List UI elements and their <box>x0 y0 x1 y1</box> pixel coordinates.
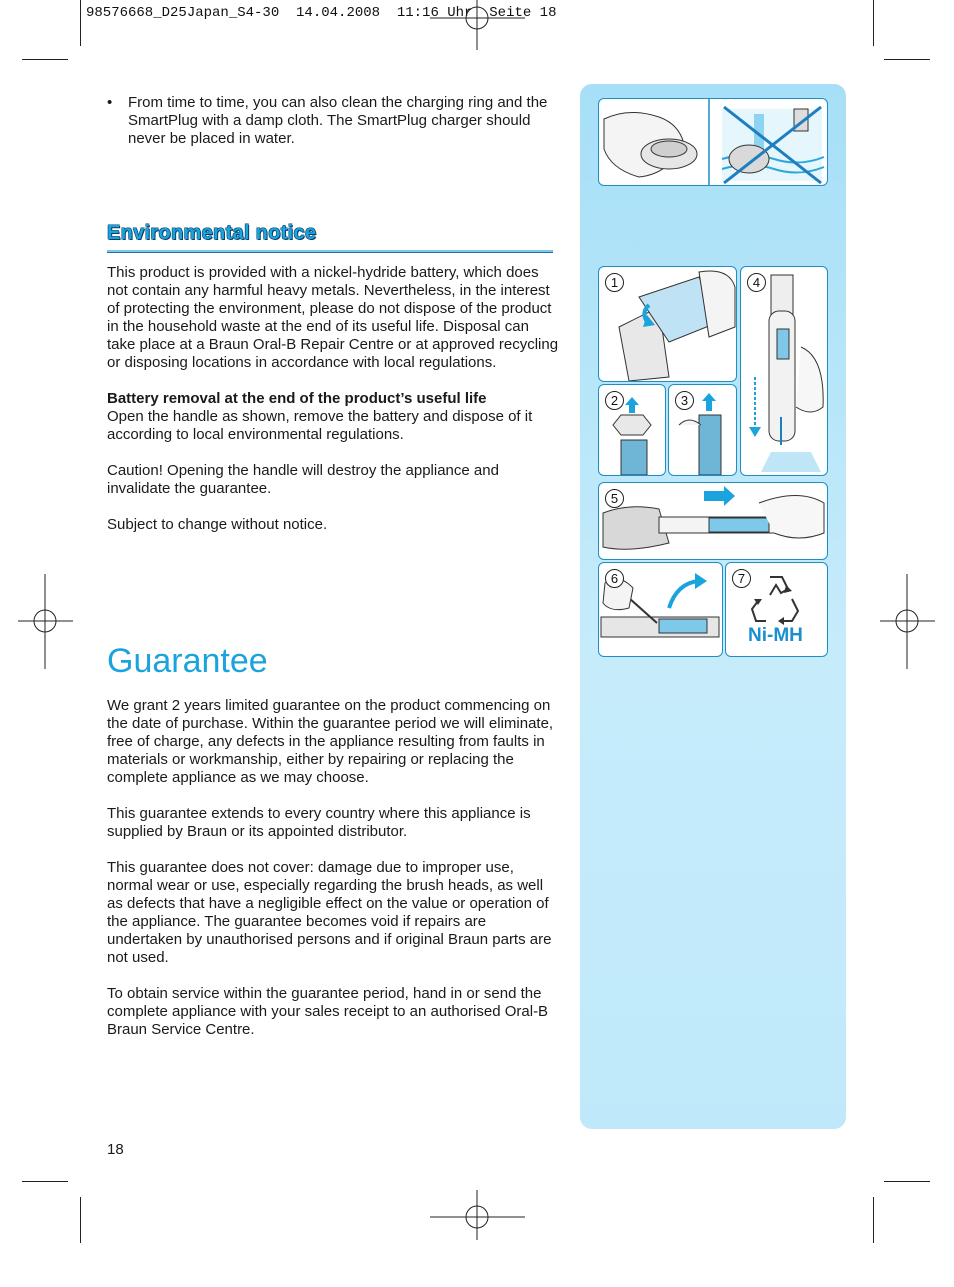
figure-step-1 <box>598 266 737 382</box>
figure-step-4 <box>740 266 828 476</box>
crop-mark <box>884 1181 930 1182</box>
crop-mark <box>22 59 68 60</box>
heading-rule <box>107 250 553 253</box>
print-slug-header: 98576668_D25Japan_S4-30 14.04.2008 11:16 Uhr Seite 18 <box>86 5 557 21</box>
guarantee-paragraph-3: This guarantee does not cover: damage due to improper use, normal wear or use, especially regarding the brush heads, as well as defects that have a negligible effect on the value or operation of the appliance. The guarantee becomes void if repairs are undertaken by unauthorised persons and if original Braun parts are not used. <box>107 859 552 966</box>
guarantee-paragraph-1: We grant 2 years limited guarantee on the product commencing on the date of purchase. Within the guarantee period we will eliminate, free of charge, any defects in the appliance resulting from faults in materials or workmanship, either by repairing or replacing the complete appliance as we may choose. <box>107 697 554 786</box>
figure-step-2 <box>598 384 666 476</box>
figure-step-6 <box>598 562 723 657</box>
step-number: 3 <box>675 391 694 410</box>
battery-removal-text: Open the handle as shown, remove the battery and dispose of it according to local environmental regulations. <box>107 408 533 443</box>
slide-battery-out-icon <box>599 483 827 559</box>
environmental-paragraph: This product is provided with a nickel-hydride battery, which does not contain any harmful heavy metals. Nevertheless, in the interest of protecting the environment, please do not dispose of the product in the household waste at the end of its useful life. Disposal can take place at a Braun Oral-B Repair Centre or at approved recycling or disposing locations in accordance with local regulations. <box>107 264 559 371</box>
page-number: 18 <box>107 1141 124 1158</box>
step-number: 6 <box>605 569 624 588</box>
guarantee-paragraph-4: To obtain service within the guarantee period, hand in or send the complete appliance with your sales receipt to an authorised Oral-B Braun Service Centre. <box>107 985 549 1038</box>
environmental-notice-heading: Environmental notice <box>107 222 317 244</box>
environmental-notice-body <box>107 264 559 534</box>
step-number: 7 <box>732 569 751 588</box>
registration-mark-top-icon <box>430 0 525 50</box>
cleaning-bullet <box>107 94 559 148</box>
guarantee-paragraph-2: This guarantee extends to every country where this appliance is supplied by Braun or its appointed distributor. <box>107 805 531 840</box>
registration-mark-bottom-icon <box>430 1190 525 1240</box>
bullet-dot: • <box>107 94 113 111</box>
crop-mark <box>873 1197 874 1243</box>
crop-mark <box>22 1181 68 1182</box>
subject-to-change-text: Subject to change without notice. <box>107 516 328 533</box>
registration-mark-right-icon <box>880 574 935 669</box>
guarantee-heading: Guarantee <box>107 642 268 680</box>
step-number: 2 <box>605 391 624 410</box>
step-number: 5 <box>605 489 624 508</box>
step-number: 4 <box>747 273 766 292</box>
battery-removal-heading: Battery removal at the end of the product’s useful life <box>107 390 487 407</box>
illustration-panel <box>580 84 846 1129</box>
crop-mark <box>873 0 874 46</box>
cleaning-cloth-icon <box>599 99 827 185</box>
figure-step-3 <box>668 384 737 476</box>
caution-text: Caution! Opening the handle will destroy the appliance and invalidate the guarantee. <box>107 462 499 497</box>
figure-step-5 <box>598 482 828 560</box>
step-number: 1 <box>605 273 624 292</box>
ni-mh-label: Ni-MH <box>748 625 803 646</box>
guarantee-body <box>107 697 559 1039</box>
registration-mark-left-icon <box>18 574 73 669</box>
figure-step-7 <box>725 562 828 657</box>
crop-mark <box>80 1197 81 1243</box>
crop-mark <box>80 0 81 46</box>
remove-battery-icon <box>741 267 827 475</box>
crop-mark <box>884 59 930 60</box>
cleaning-illustration <box>598 98 828 186</box>
cleaning-text: From time to time, you can also clean the charging ring and the SmartPlug with a damp cloth. The SmartPlug charger should never be placed in water. <box>128 94 548 147</box>
